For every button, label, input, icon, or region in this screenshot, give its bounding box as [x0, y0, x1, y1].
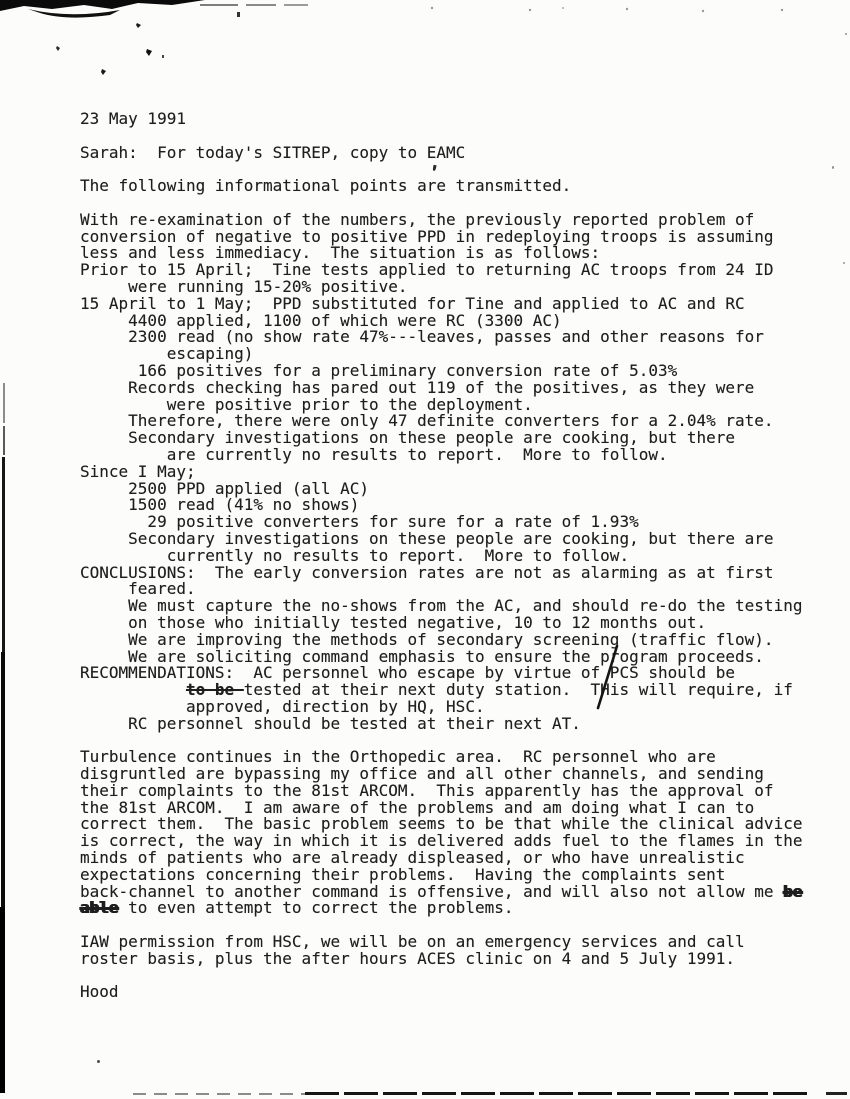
text-run: Sarah: For today's SITREP, copy to EAMC [80, 142, 466, 162]
text-run: 166 positives for a preliminary conversion rate of 5.03% [80, 360, 678, 380]
document-line [80, 900, 802, 917]
text-run: on those who initially tested negative, 10 to 12 months out. [80, 612, 707, 632]
date-line [80, 111, 802, 128]
text-run: 1500 read (41% no shows) [80, 495, 360, 515]
ink-speck [845, 33, 847, 35]
scan-artifact-left-edge [3, 383, 5, 423]
scan-artifact-bottom-dashed-line [305, 1092, 812, 1095]
text-run: We are soliciting command emphasis to ensure the program proceeds. [80, 646, 764, 666]
text-run: Therefore, there were only 47 definite converters for a 2.04% rate. [80, 411, 774, 431]
scan-artifact-bottom-dashed-line [133, 1093, 305, 1095]
salutation-line [80, 142, 802, 162]
text-run: approved, direction by HQ, HSC. [80, 696, 485, 716]
text-run: IAW permission from HSC, we will be on an emergency services and call [80, 932, 745, 952]
text-run: escaping) [80, 344, 254, 364]
text-run: tested at their next duty station. THis will require, if [243, 680, 793, 700]
text-run: less and less immediacy. The situation is as follows: [80, 243, 601, 263]
scan-artifact-top-edge [0, 0, 850, 90]
ink-speck [97, 1060, 100, 1063]
strikethrough-text: to be [185, 680, 244, 700]
text-run: correct them. The basic problem seems to be that while the clinical advice [80, 814, 803, 834]
text-run: We must capture the no-shows from the AC, and should re-do the testing [80, 596, 803, 616]
text-run: feared. [80, 579, 196, 599]
text-run: RECOMMENDATIONS: AC personnel who escape by virtue of PCS should be [80, 663, 736, 683]
text-run: Records checking has pared out 119 of the positives, as they were [80, 377, 755, 397]
text-run: were running 15-20% positive. [80, 276, 408, 296]
text-run: 23 May 1991 [80, 109, 186, 128]
memo-body [80, 111, 802, 1001]
text-run: roster basis, plus the after hours ACES clinic on 4 and 5 July 1991. [80, 948, 736, 968]
ink-speck [843, 262, 845, 264]
text-run: 15 April to 1 May; PPD substituted for Tine and applied to AC and RC [80, 293, 745, 313]
scan-artifact-left-edge [2, 457, 5, 652]
scan-artifact-left-edge [1, 652, 5, 907]
text-run: 4400 applied, 1100 of which were RC (3300 AC) [80, 310, 562, 330]
ink-speck [832, 166, 834, 169]
text-run: to even attempt to correct the problems. [118, 898, 514, 918]
text-run: currently no results to report. More to follow. [80, 545, 630, 565]
text-run: minds of patients who are already displeased, or who have unrealistic [80, 848, 745, 868]
text-run: RC personnel should be tested at their next AT. [80, 713, 581, 733]
text-run: Prior to 15 April; Tine tests applied to returning AC troops from 24 ID [80, 260, 774, 280]
signature-line [80, 984, 802, 1001]
scan-artifact-left-edge [3, 426, 5, 455]
text-run: conversion of negative to positive PPD in redeploying troops is assuming [80, 226, 774, 246]
scan-artifact-left-edge [0, 907, 5, 1093]
text-run: Secondary investigations on these people are cooking, but there are [80, 528, 774, 548]
text-run: expectations concerning their problems. Having the complaints sent [80, 864, 726, 884]
text-run: Secondary investigations on these people are cooking, but there [80, 428, 736, 448]
text-run: The following informational points are transmitted. [80, 176, 572, 196]
text-run: disgruntled are bypassing my office and all other channels, and sending [80, 764, 764, 784]
text-run: With re-examination of the numbers, the previously reported problem of [80, 209, 755, 229]
text-run: 29 positive converters for sure for a rate of 1.93% [80, 512, 639, 532]
text-run: Hood [80, 982, 119, 1002]
text-run: 2500 PPD applied (all AC) [80, 478, 369, 498]
text-run: 2300 read (no show rate 47%---leaves, passes and other reasons for [80, 327, 764, 347]
text-run: Since I May; [80, 461, 196, 481]
text-run: Turbulence continues in the Orthopedic area. RC personnel who are [80, 747, 716, 767]
document-line [80, 713, 802, 733]
text-run: the 81st ARCOM. I am aware of the problems and am doing what I can to [80, 797, 755, 817]
document-line [80, 948, 802, 968]
text-run: back-channel to another command is offensive, and will also not allow me [80, 881, 784, 901]
text-run: are currently no results to report. More to follow. [80, 444, 668, 464]
text-run: their complaints to the 81st ARCOM. This apparently has the approval of [80, 780, 774, 800]
text-run: were positive prior to the deployment. [80, 394, 533, 414]
strikethrough-text: able [80, 898, 119, 918]
document-line [80, 178, 802, 195]
text-run: is correct, the way in which it is delivered adds fuel to the flames in the [80, 831, 803, 851]
text-run: CONCLUSIONS: The early conversion rates are not as alarming as at first [80, 562, 774, 582]
text-run: We are improving the methods of secondary screening (traffic flow). [80, 629, 774, 649]
document-line [80, 968, 802, 985]
scan-artifact-bottom-dashed-line [826, 1092, 847, 1095]
strikethrough-text: be [783, 881, 803, 901]
